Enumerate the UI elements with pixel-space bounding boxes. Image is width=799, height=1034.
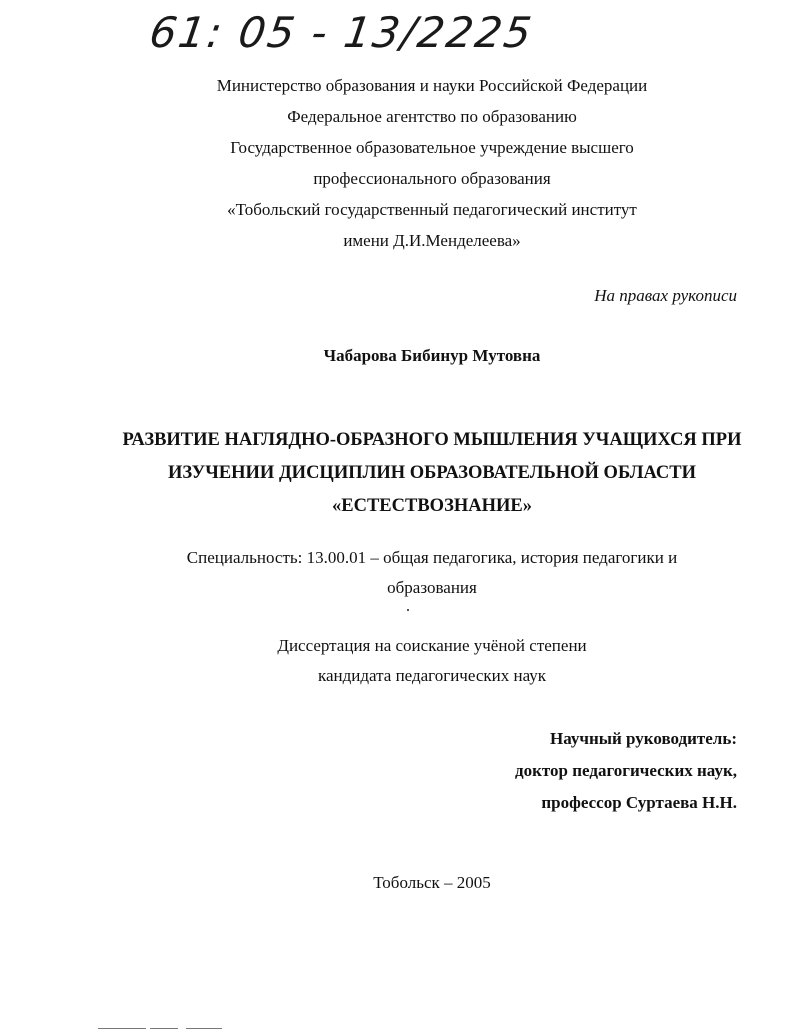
org-line: профессионального образования [313,169,551,188]
advisor-line: доктор педагогических наук, [515,761,737,780]
title-line: ИЗУЧЕНИИ ДИСЦИПЛИН ОБРАЗОВАТЕЛЬНОЙ ОБЛАСТИ [167,463,697,483]
org-line: Федеральное агентство по образованию [287,107,577,126]
degree-statement [0,631,799,691]
title-line: «ЕСТЕСТВОЗНАНИЕ» [332,496,532,516]
degree-line: Диссертация на соискание учёной степени [277,636,587,655]
org-line: «Тобольский государственный педагогический институт [227,200,637,219]
specialty-line: Специальность: 13.00.01 – общая педагогика, история педагогики и [186,548,678,567]
organization-header [0,70,799,256]
manuscript-rights-note: На правах рукописи [594,286,737,305]
advisor-line: Научный руководитель: [550,729,737,748]
title-line: РАЗВИТИЕ НАГЛЯДНО-ОБРАЗНОГО МЫШЛЕНИЯ УЧАЩИХСЯ ПРИ [122,430,742,450]
org-line: Государственное образовательное учреждение высшего [230,138,634,157]
bottom-rule-segment [98,1028,146,1029]
handwritten-catalog-number: 61: 05 - 13/2225 [146,8,537,57]
scan-speck [407,609,409,611]
advisor-line: профессор Суртаева Н.Н. [541,793,737,812]
author-name: Чабарова Бибинур Мутовна [323,346,541,365]
city-year: Тобольск – 2005 [373,873,491,892]
dissertation-title [0,424,799,523]
specialty-line: образования [387,578,477,597]
scientific-advisor [515,723,737,819]
org-line: Министерство образования и науки Российской Федерации [216,76,648,95]
bottom-rule-segment [150,1028,178,1029]
org-line: имени Д.И.Менделеева» [343,231,521,250]
specialty [0,543,799,603]
degree-line: кандидата педагогических наук [317,666,547,685]
bottom-rule-segment [186,1028,222,1029]
